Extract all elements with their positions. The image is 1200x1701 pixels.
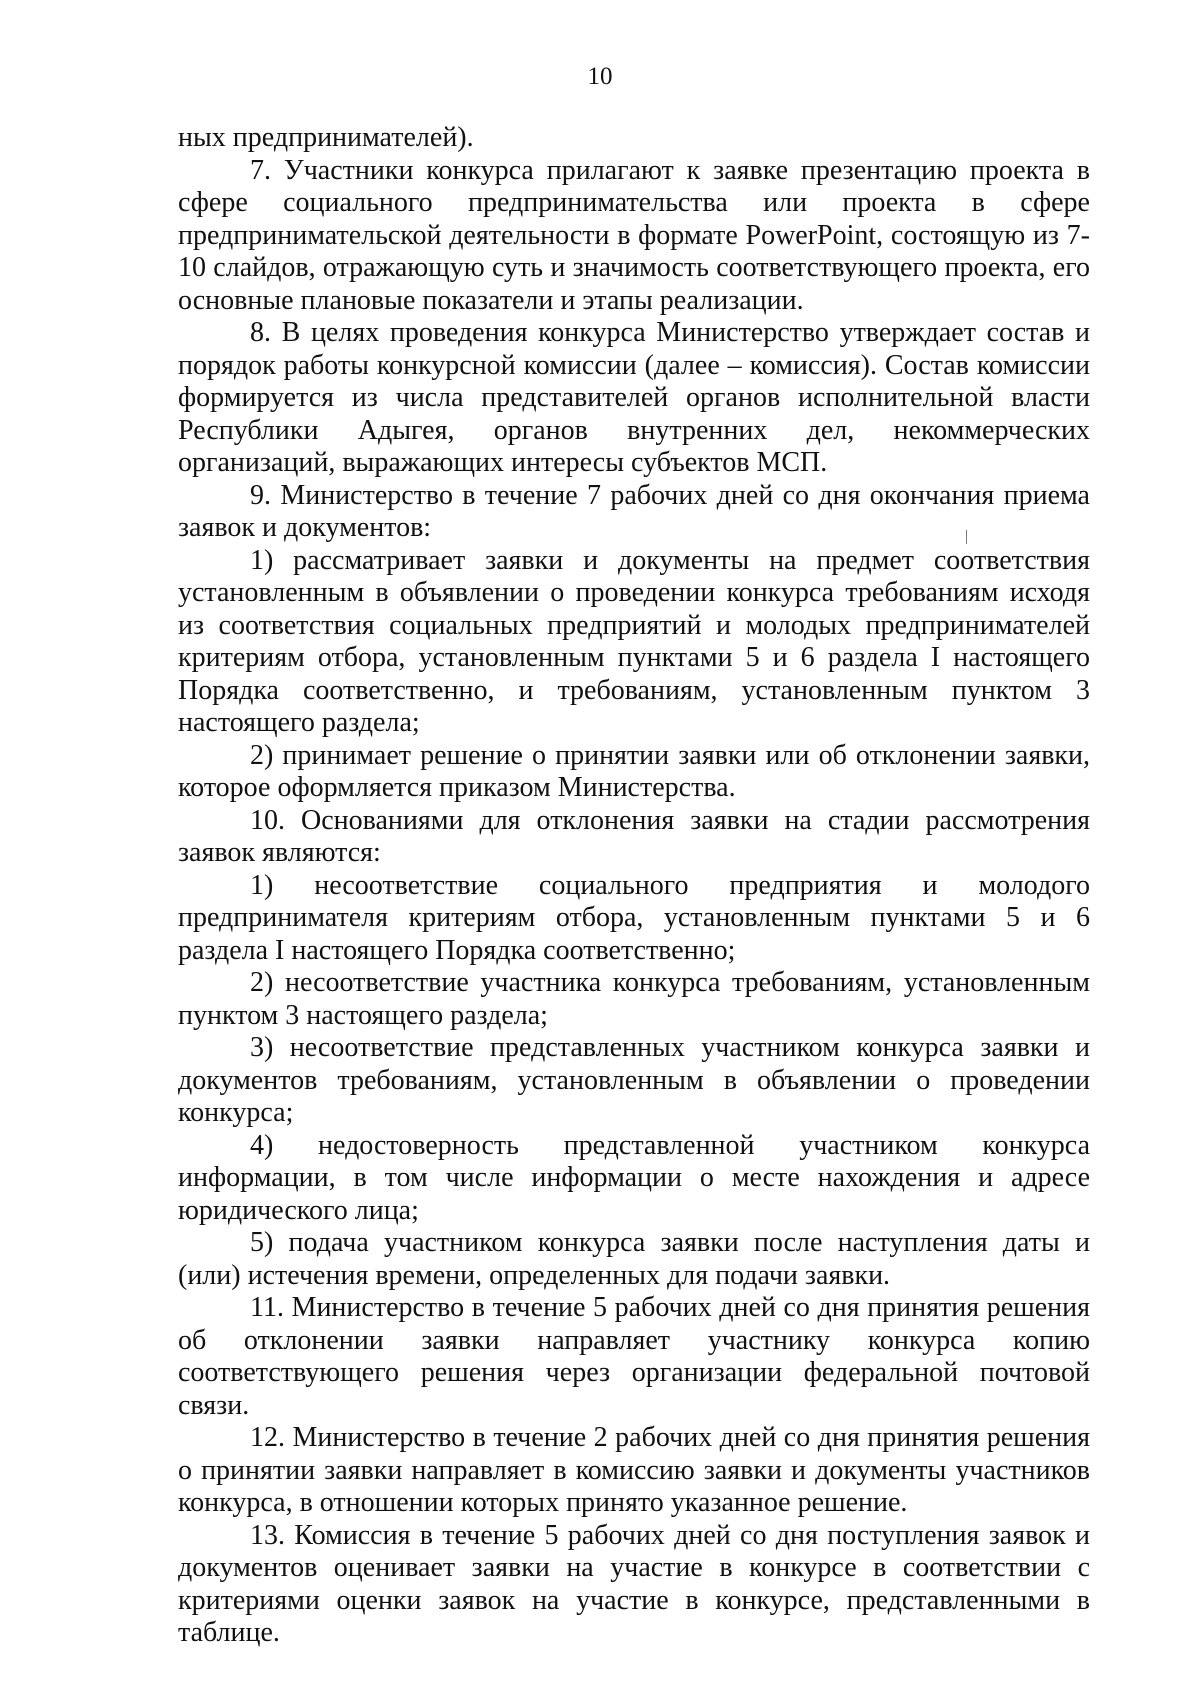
document-body (178, 122, 1090, 1650)
paragraph-13: 13. Комиссия в течение 5 рабочих дней со дня поступления заявок и документов оценивает заявки на участие в конкурсе в соответствии с критериями оценки заявок на участие в конкурсе, представленными в таблице. (178, 1519, 1090, 1648)
paragraph-10-item-3: 3) несоответствие представленных участником конкурса заявки и документов требованиям, установленным в объявлении о проведении конкурса; (178, 1032, 1090, 1128)
page-number: 10 (587, 63, 613, 90)
paragraph-10: 10. Основаниями для отклонения заявки на стадии рассмотрения заявок являются: (178, 804, 1090, 868)
paragraph-10-item-2: 2) несоответствие участника конкурса требованиям, установленным пунктом 3 настоящего раздела; (178, 967, 1090, 1031)
paragraph-10-item-4: 4) недостоверность представленной участником конкурса информации, в том числе информации о месте нахождения и адресе юридического лица; (178, 1129, 1090, 1226)
paragraph-9-item-1: 1) рассматривает заявки и документы на предмет соответствия установленным в объявлении о проведении конкурса требованиям исходя из соответствия социальных предприятий и молодых предпринимателей критериям отбора, установленным пунктами 5 и 6 раздела I настоящего Порядка соответственно, и требованиям, установленным пунктом 3 настоящего раздела; (178, 544, 1090, 738)
paragraph-11: 11. Министерство в течение 5 рабочих дней со дня принятия решения об отклонении заявки направляет участнику конкурса копию соответствующего решения через организации федеральной почтовой связи. (178, 1292, 1090, 1421)
paragraph-10-item-5: 5) подача участником конкурса заявки после наступления даты и (или) истечения времени, определенных для подачи заявки. (178, 1227, 1090, 1291)
paragraph-9: 9. Министерство в течение 7 рабочих дней со дня окончания приема заявок и документов: (178, 479, 1090, 543)
paragraph-7: 7. Участники конкурса прилагают к заявке презентацию проекта в сфере социального предпринимательства или проекта в сфере предпринимательской деятельности в формате PowerPoint, состоящую из 7-10 слайдов, отражающую суть и значимость соответствующего проекта, его основные плановые показатели и этапы реализации. (178, 154, 1090, 316)
scan-artifact-mark (966, 530, 967, 544)
paragraph-12: 12. Министерство в течение 2 рабочих дней со дня принятия решения о принятии заявки направляет в комиссию заявки и документы участников конкурса, в отношении которых принято указанное решение. (178, 1422, 1090, 1518)
paragraph-9-item-2: 2) принимает решение о принятии заявки или об отклонении заявки, которое оформляется приказом Министерства. (178, 739, 1090, 803)
paragraph-continuation: ных предпринимателей). (178, 122, 474, 153)
paragraph-10-item-1: 1) несоответствие социального предприятия и молодого предпринимателя критериям отбора, установленным пунктами 5 и 6 раздела I настоящего Порядка соответственно; (178, 869, 1090, 966)
paragraph-8: 8. В целях проведения конкурса Министерство утверждает состав и порядок работы конкурсной комиссии (далее – комиссия). Состав комиссии формируется из числа представителей органов исполнительной власти Республики Адыгея, органов внутренних дел, некоммерческих организаций, выражающих интересы субъектов МСП. (178, 317, 1090, 478)
